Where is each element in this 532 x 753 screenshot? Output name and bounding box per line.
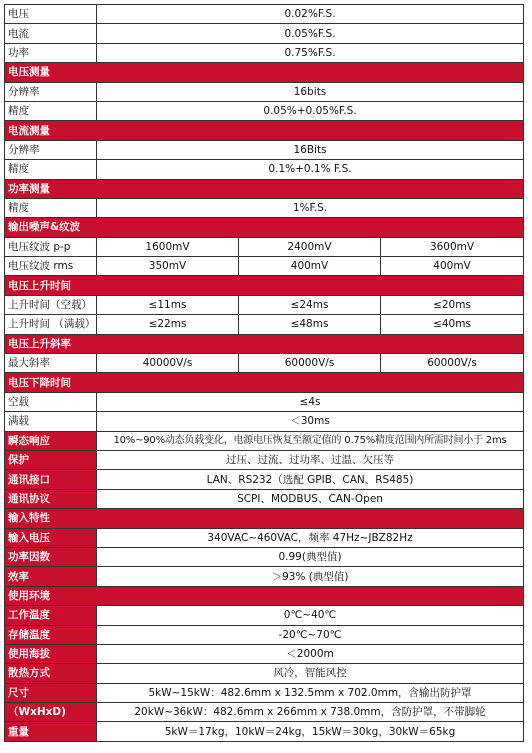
spec-row: [5, 237, 524, 256]
spec-row: [5, 450, 524, 469]
spec-row: [5, 567, 524, 586]
section-header-row: [5, 586, 524, 605]
spec-row: [5, 547, 524, 566]
spec-value: 40000V/s: [97, 354, 239, 373]
spec-value: ＜2000m: [97, 644, 524, 663]
spec-label: 尺寸: [5, 683, 97, 702]
spec-row: [5, 528, 524, 547]
spec-row: [5, 703, 524, 722]
spec-row: [5, 354, 524, 373]
spec-row: [5, 625, 524, 644]
spec-value: 16bits: [97, 82, 524, 101]
spec-label: 电压纹波 p-p: [5, 237, 97, 256]
section-title: 电压上升时间: [5, 276, 524, 295]
spec-row: [5, 5, 524, 24]
section-header-row: [5, 334, 524, 353]
spec-label: 电压纹波 rms: [5, 257, 97, 276]
spec-value: ≤40ms: [381, 315, 524, 334]
section-header-row: [5, 276, 524, 295]
spec-row: [5, 392, 524, 411]
spec-value: 350mV: [97, 257, 239, 276]
section-title: 电流测量: [5, 121, 524, 140]
spec-label: 精度: [5, 198, 97, 217]
spec-value: 0.02%F.S.: [97, 5, 524, 24]
spec-row: [5, 431, 524, 450]
spec-value: 0℃~40℃: [97, 606, 524, 625]
spec-value: 0.05%+0.05%F.S.: [97, 101, 524, 120]
section-title: 电压下降时间: [5, 373, 524, 392]
spec-label: 保护: [5, 450, 97, 469]
spec-row: [5, 664, 524, 683]
spec-row: [5, 140, 524, 159]
spec-label: 使用海拔: [5, 644, 97, 663]
spec-value: ≤22ms: [97, 315, 239, 334]
spec-value: 5kW＝17kg，10kW＝24kg，15kW＝30kg，30kW＝65kg: [97, 722, 524, 741]
spec-row: [5, 470, 524, 489]
spec-row: [5, 82, 524, 101]
spec-value: ≤48ms: [239, 315, 381, 334]
spec-label: 通讯协议: [5, 489, 97, 508]
section-header-row: [5, 509, 524, 528]
spec-row: [5, 43, 524, 62]
spec-label: 散热方式: [5, 664, 97, 683]
spec-label: 存储温度: [5, 625, 97, 644]
spec-row: [5, 606, 524, 625]
spec-value: 风冷，智能风控: [97, 664, 524, 683]
section-title: 电压测量: [5, 63, 524, 82]
spec-row: [5, 24, 524, 43]
spec-value: LAN、RS232（选配 GPIB、CAN、RS485): [97, 470, 524, 489]
spec-value: 1%F.S.: [97, 198, 524, 217]
spec-value: 60000V/s: [381, 354, 524, 373]
spec-value: ≤4s: [97, 392, 524, 411]
spec-table-body: [5, 5, 524, 742]
spec-value: 60000V/s: [239, 354, 381, 373]
spec-row: [5, 412, 524, 431]
spec-value: ＜30ms: [97, 412, 524, 431]
spec-label: 分辨率: [5, 82, 97, 101]
spec-value: ＞93% (典型值): [97, 567, 524, 586]
spec-label: 满载: [5, 412, 97, 431]
spec-table: [4, 4, 524, 742]
spec-value: ≤11ms: [97, 295, 239, 314]
spec-value: -20℃~70℃: [97, 625, 524, 644]
section-title: 电压上升斜率: [5, 334, 524, 353]
spec-value: 20kW~36kW：482.6mm x 266mm x 738.0mm，含防护罩，不带脚轮: [97, 703, 524, 722]
spec-label: 功率因数: [5, 547, 97, 566]
section-header-row: [5, 373, 524, 392]
spec-value: ≤20ms: [381, 295, 524, 314]
spec-label: 分辨率: [5, 140, 97, 159]
spec-label: 精度: [5, 160, 97, 179]
spec-value: 2400mV: [239, 237, 381, 256]
spec-label: 功率: [5, 43, 97, 62]
spec-label: 通讯接口: [5, 470, 97, 489]
spec-value: 400mV: [381, 257, 524, 276]
spec-label: 空载: [5, 392, 97, 411]
section-title: 输出噪声&纹波: [5, 218, 524, 237]
spec-value: 0.99(典型值): [97, 547, 524, 566]
spec-label: 工作温度: [5, 606, 97, 625]
spec-value: ≤24ms: [239, 295, 381, 314]
section-header-row: [5, 179, 524, 198]
spec-value: 10%~90%动态负载变化，电源电压恢复至额定值的 0.75%精度范围内所需时间小于 2ms: [97, 431, 524, 450]
spec-value: 0.1%+0.1% F.S.: [97, 160, 524, 179]
spec-row: [5, 257, 524, 276]
spec-row: [5, 198, 524, 217]
spec-label: 最大斜率: [5, 354, 97, 373]
spec-value: 16Bits: [97, 140, 524, 159]
spec-row: [5, 315, 524, 334]
spec-label: 瞬态响应: [5, 431, 97, 450]
section-header-row: [5, 63, 524, 82]
spec-label: 重量: [5, 722, 97, 741]
section-header-row: [5, 121, 524, 140]
spec-value: 过压、过流、过功率、过温、欠压等: [97, 450, 524, 469]
section-title: 输入特性: [5, 509, 524, 528]
spec-value: 0.05%F.S.: [97, 24, 524, 43]
section-header-row: [5, 218, 524, 237]
spec-value: 400mV: [239, 257, 381, 276]
spec-label: 电压: [5, 5, 97, 24]
spec-value: SCPI、MODBUS、CAN-Open: [97, 489, 524, 508]
spec-row: [5, 489, 524, 508]
spec-value: 5kW~15kW：482.6mm x 132.5mm x 702.0mm，含输出防护罩: [97, 683, 524, 702]
spec-label: （WxHxD): [5, 703, 97, 722]
spec-label: 上升时间（空载）: [5, 295, 97, 314]
spec-row: [5, 683, 524, 702]
spec-label: 上升时间 （满载）: [5, 315, 97, 334]
spec-label: 精度: [5, 101, 97, 120]
spec-row: [5, 722, 524, 741]
section-title: 使用环境: [5, 586, 524, 605]
spec-row: [5, 295, 524, 314]
spec-value: 0.75%F.S.: [97, 43, 524, 62]
spec-value: 1600mV: [97, 237, 239, 256]
spec-label: 输入电压: [5, 528, 97, 547]
spec-row: [5, 160, 524, 179]
spec-label: 效率: [5, 567, 97, 586]
section-title: 功率测量: [5, 179, 524, 198]
spec-label: 电流: [5, 24, 97, 43]
spec-row: [5, 644, 524, 663]
spec-row: [5, 101, 524, 120]
spec-value: 3600mV: [381, 237, 524, 256]
spec-value: 340VAC~460VAC，频率 47Hz~JBZ82Hz: [97, 528, 524, 547]
